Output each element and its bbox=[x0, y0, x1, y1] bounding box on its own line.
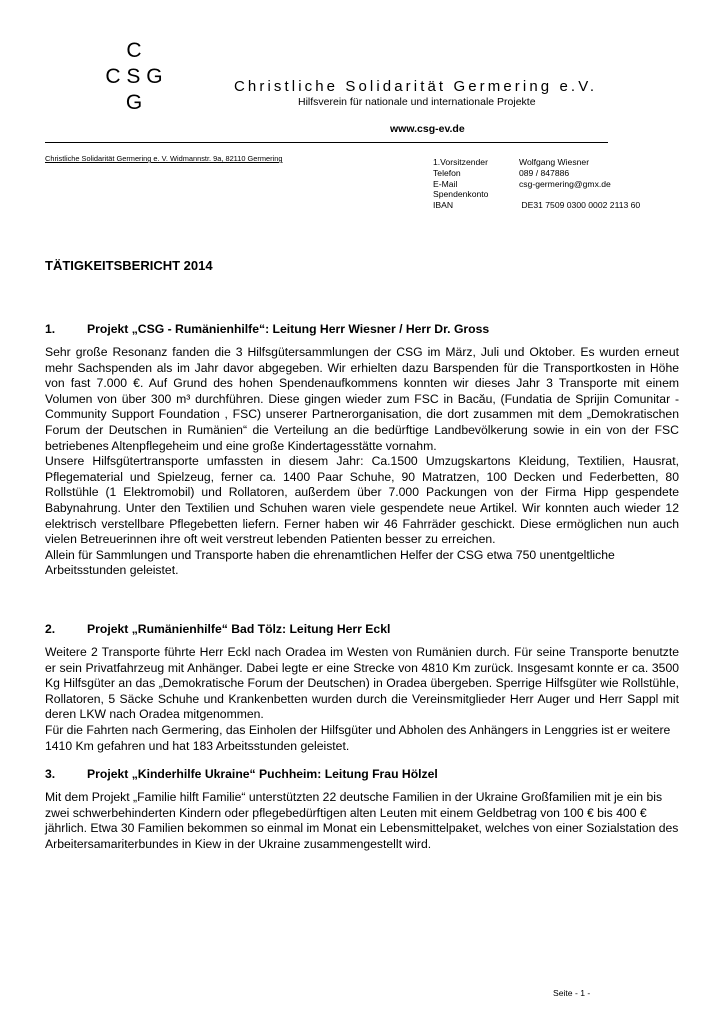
logo-line-2: C S G bbox=[105, 65, 163, 88]
section-body bbox=[45, 345, 679, 579]
section-title: Projekt „Kinderhilfe Ukraine“ Puchheim: Leitung Frau Hölzel bbox=[87, 767, 438, 781]
contact-row bbox=[433, 168, 640, 179]
section-number: 3. bbox=[45, 767, 56, 781]
paragraph: Sehr große Resonanz fanden die 3 Hilfsgütersammlungen der CSG im März, Juli und Oktober. Es wurden erneut mehr Sachspenden als im Jahr davor abgegeben. Wir erhielten dazu Barspenden für die Transportkosten in Höhe von fast 7.000 €. Auf Grund des hohen Spendenaufkommens konnten wir dieses Jahr 3 Transporte mit einem Volumen von über 300 m³ durchführen. Diese gingen wieder zum FSC in Bacău, (Fundatia de Sprijin Comunitar - Community Support Foundation , FSC) unserer Partnerorganisation, die dort zusammen mit dem „Demokratischen Forum der Deutschen in Rumänien“ die Verteilung an die bedürftige Landbevölkerung sowie in ein von der FSC betriebenes Altenpflegeheim und eine große Kindertagesstätte vornahm. bbox=[45, 345, 679, 453]
logo-line-3: G bbox=[125, 91, 143, 114]
organization-name: Christliche Solidarität Germering e.V. bbox=[234, 78, 598, 95]
contact-value: DE31 7509 0300 0002 2113 60 bbox=[519, 200, 641, 211]
section-title: Projekt „Rumänienhilfe“ Bad Tölz: Leitung Herr Eckl bbox=[87, 622, 391, 636]
paragraph: Allein für Sammlungen und Transporte haben die ehrenamtlichen Helfer der CSG etwa 750 unentgeltliche Arbeitsstunden geleistet. bbox=[45, 547, 615, 578]
section-title: Projekt „CSG - Rumänienhilfe“: Leitung Herr Wiesner / Herr Dr. Gross bbox=[87, 322, 490, 336]
section-heading bbox=[45, 767, 438, 781]
contact-label: Spendenkonto bbox=[433, 189, 489, 200]
website-link[interactable]: www.csg-ev.de bbox=[390, 123, 465, 135]
contact-label: IBAN bbox=[433, 200, 454, 211]
page-number: Seite - 1 - bbox=[553, 988, 591, 998]
paragraph: Mit dem Projekt „Familie hilft Familie“ unterstützten 22 deutsche Familien in der Ukraine Großfamilien mit je ein bis zwei schwerbehinderten Kindern oder pflegebedürftigen alten Leuten mit einem Geldbetrag von 100 € bis 400 € jährlich. Etwa 30 Familien bekommen so einmal im Monat ein Lebensmittelpaket, welches von einer Sozialstation des Arbeitersamariterbundes in Kiew in der Ukraine zusammengestellt wird. bbox=[45, 790, 679, 851]
contact-label: Telefon bbox=[433, 167, 461, 178]
section-number: 1. bbox=[45, 322, 56, 336]
contact-row bbox=[433, 189, 640, 200]
contact-row bbox=[433, 157, 640, 168]
contact-value: 089 / 847886 bbox=[519, 167, 570, 178]
paragraph: Für die Fahrten nach Germering, das Einholen der Hilfsgüter und Abholen des Anhängers in Lenggries ist er weitere 1410 Km gefahren und hat 183 Arbeitsstunden geleistet. bbox=[45, 722, 671, 753]
contact-block bbox=[433, 157, 640, 211]
header-divider bbox=[45, 142, 608, 143]
contact-value: Wolfgang Wiesner bbox=[519, 157, 590, 167]
paragraph: Weitere 2 Transporte führte Herr Eckl nach Oradea im Westen von Rumänien durch. Für seine Transporte benutzte er sein Privatfahrzeug mit Anhänger. Dabei legte er eine Strecke von 4810 Km zurück. Insgesamt konnte er ca. 3500 Kg Hilfsgüter an das „Demokratische Forum der Deutschen) in Oradea übergeben. Sperrige Hilfsgüter wie Rollstühle, Rollatoren, 5 Säcke Schuhe und Krankenbetten wurden durch die Vereinsmitglieder Herr Auger und Herr Sappl mit deren LKW nach Oradea mitgenommen. bbox=[45, 645, 679, 722]
sender-address-line: Christliche Solidarität Germering e. V. Widmannstr. 9a, 82110 Germering bbox=[45, 154, 283, 163]
document-title: TÄTIGKEITSBERICHT 2014 bbox=[45, 258, 213, 273]
contact-row bbox=[433, 179, 640, 190]
section-body bbox=[45, 790, 679, 852]
section-body bbox=[45, 645, 679, 754]
contact-email[interactable]: csg-germering@gmx.de bbox=[519, 178, 611, 189]
section-heading bbox=[45, 322, 489, 336]
contact-label: 1.Vorsitzender bbox=[433, 157, 488, 167]
section-number: 2. bbox=[45, 622, 56, 636]
logo bbox=[98, 38, 170, 116]
logo-line-1: C bbox=[126, 39, 142, 62]
paragraph: Unsere Hilfsgütertransporte umfassten in diesem Jahr: Ca.1500 Umzugskartons Kleidung, Textilien, Hausrat, Pflegematerial und Spielzeug, ferner ca. 1400 Paar Schuhe, 90 Matratzen, 100 Decken und Federbetten, 80 Rollstühle (1 Elektromobil) und Rollatoren, außerdem über 7.000 Packungen von der Firma Hipp gespendete Babynahrung. Unter den Textilien und Schuhen waren viele gespendete neue Artikel. Wir konnten auch wieder 12 elektrisch verstellbare Pflegebetten liefern. Ferner haben wir 46 Fahrräder geschickt. Diese ermöglichen nun auch vielen Betreuerinnen ihre oft weit verstreut lebenden Patienten besser zu erreichen. bbox=[45, 454, 679, 547]
section-heading bbox=[45, 622, 390, 636]
contact-label: E-Mail bbox=[433, 178, 458, 189]
organization-subtitle: Hilfsverein für nationale und internationale Projekte bbox=[298, 96, 536, 108]
contact-row bbox=[433, 200, 640, 211]
